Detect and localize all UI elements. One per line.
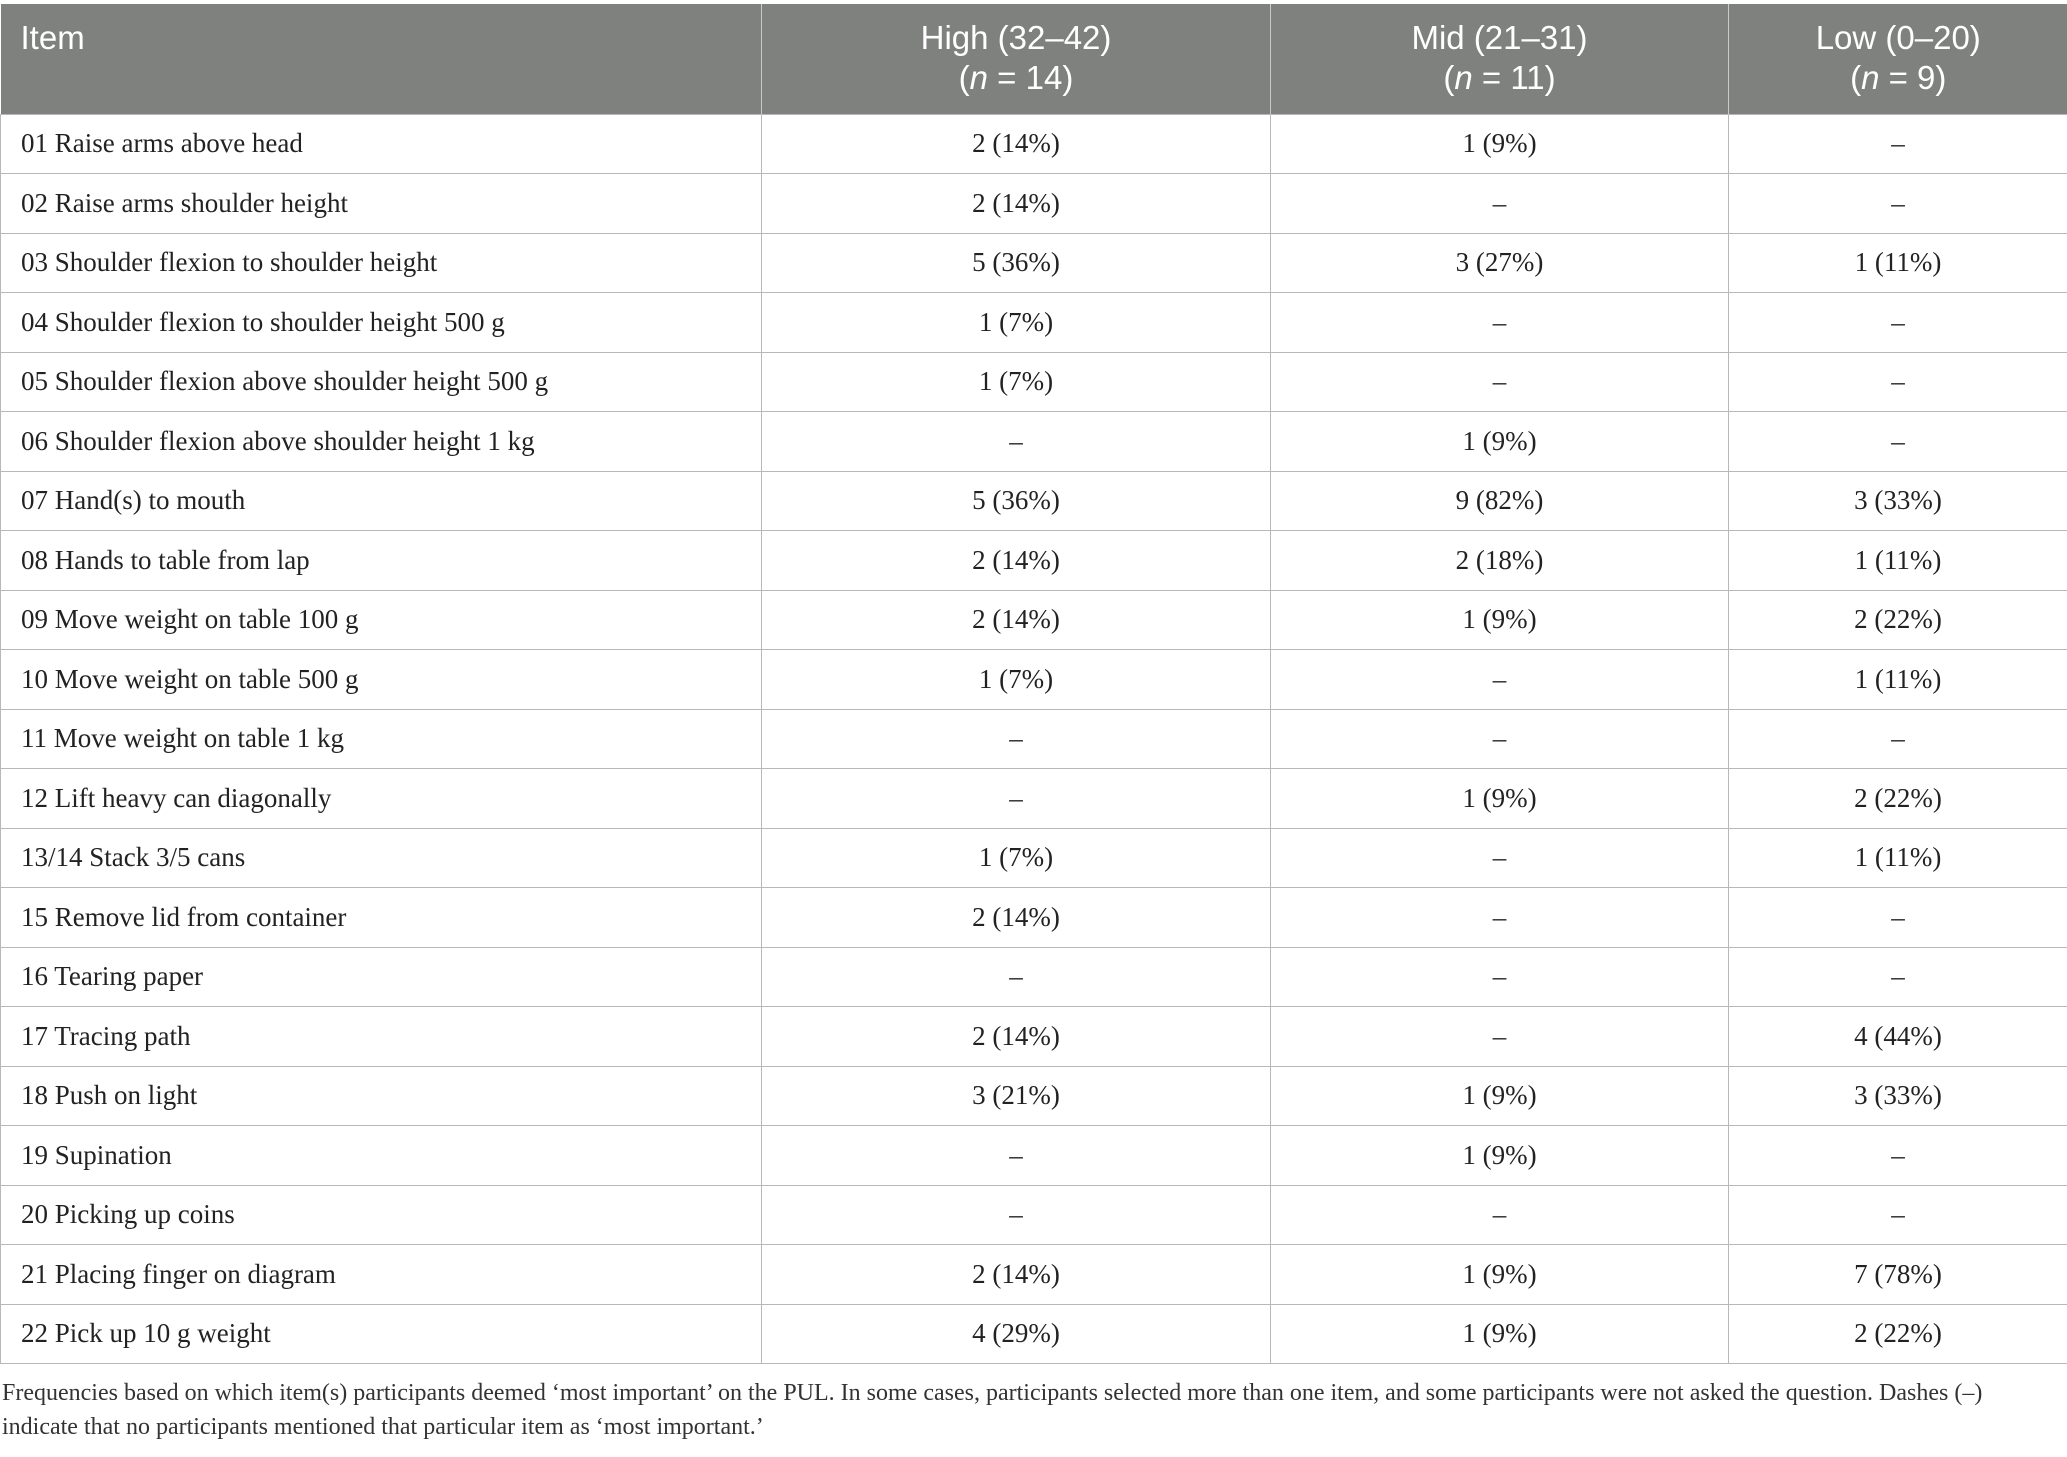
cell-high: 2 (14%) <box>762 114 1271 174</box>
cell-low: 3 (33%) <box>1729 1066 2067 1126</box>
cell-mid: 1 (9%) <box>1271 114 1729 174</box>
cell-mid: – <box>1271 1185 1729 1245</box>
table-row <box>1 471 2067 531</box>
cell-high: 1 (7%) <box>762 293 1271 353</box>
cell-item: 08 Hands to table from lap <box>1 531 762 591</box>
cell-high: 3 (21%) <box>762 1066 1271 1126</box>
header-high-n-symbol: n <box>969 59 989 96</box>
cell-low: 1 (11%) <box>1729 650 2067 710</box>
header-low-open-paren: ( <box>1850 59 1862 96</box>
cell-item: 16 Tearing paper <box>1 947 762 1007</box>
table-row <box>1 828 2067 888</box>
table-row <box>1 1066 2067 1126</box>
table-row <box>1 1245 2067 1305</box>
cell-high: – <box>762 412 1271 472</box>
cell-mid: 1 (9%) <box>1271 1304 1729 1364</box>
header-low-label: Low (0–20) <box>1815 19 1981 56</box>
cell-mid: – <box>1271 709 1729 769</box>
cell-low: – <box>1729 1126 2067 1186</box>
header-high-label: High (32–42) <box>920 19 1112 56</box>
cell-low: 2 (22%) <box>1729 590 2067 650</box>
cell-item: 10 Move weight on table 500 g <box>1 650 762 710</box>
cell-mid: – <box>1271 828 1729 888</box>
cell-high: – <box>762 709 1271 769</box>
table-row <box>1 769 2067 829</box>
cell-mid: – <box>1271 293 1729 353</box>
cell-high: 5 (36%) <box>762 471 1271 531</box>
cell-low: – <box>1729 709 2067 769</box>
table-row <box>1 947 2067 1007</box>
cell-high: 2 (14%) <box>762 174 1271 234</box>
cell-mid: – <box>1271 352 1729 412</box>
cell-high: 2 (14%) <box>762 888 1271 948</box>
table-row <box>1 1126 2067 1186</box>
header-high-n-value: = 14) <box>988 59 1074 96</box>
table-row <box>1 590 2067 650</box>
header-low-n-symbol: n <box>1861 59 1880 96</box>
cell-low: – <box>1729 114 2067 174</box>
cell-low: 2 (22%) <box>1729 769 2067 829</box>
cell-mid: – <box>1271 1007 1729 1067</box>
cell-high: 1 (7%) <box>762 650 1271 710</box>
header-mid-n-value: = 11) <box>1472 59 1556 96</box>
cell-high: 5 (36%) <box>762 233 1271 293</box>
header-high-open-paren: ( <box>958 59 970 96</box>
cell-low: 7 (78%) <box>1729 1245 2067 1305</box>
cell-item: 19 Supination <box>1 1126 762 1186</box>
cell-mid: 3 (27%) <box>1271 233 1729 293</box>
header-high <box>762 4 1271 114</box>
cell-item: 09 Move weight on table 100 g <box>1 590 762 650</box>
cell-high: 4 (29%) <box>762 1304 1271 1364</box>
cell-mid: 1 (9%) <box>1271 769 1729 829</box>
cell-low: – <box>1729 293 2067 353</box>
cell-item: 17 Tracing path <box>1 1007 762 1067</box>
cell-high: 2 (14%) <box>762 531 1271 591</box>
cell-item: 21 Placing finger on diagram <box>1 1245 762 1305</box>
table-row <box>1 293 2067 353</box>
header-mid-n <box>1291 58 1708 98</box>
cell-low: – <box>1729 888 2067 948</box>
cell-mid: – <box>1271 888 1729 948</box>
cell-high: 1 (7%) <box>762 828 1271 888</box>
table-row <box>1 1185 2067 1245</box>
cell-item: 15 Remove lid from container <box>1 888 762 948</box>
cell-item: 06 Shoulder flexion above shoulder height 1 kg <box>1 412 762 472</box>
cell-high: – <box>762 1126 1271 1186</box>
header-mid-label: Mid (21–31) <box>1411 19 1588 56</box>
cell-mid: – <box>1271 650 1729 710</box>
cell-item: 05 Shoulder flexion above shoulder height 500 g <box>1 352 762 412</box>
cell-item: 07 Hand(s) to mouth <box>1 471 762 531</box>
cell-low: 3 (33%) <box>1729 471 2067 531</box>
cell-high: – <box>762 1185 1271 1245</box>
cell-mid: 1 (9%) <box>1271 412 1729 472</box>
cell-mid: – <box>1271 947 1729 1007</box>
cell-mid: – <box>1271 174 1729 234</box>
cell-low: 1 (11%) <box>1729 233 2067 293</box>
cell-mid: 2 (18%) <box>1271 531 1729 591</box>
cell-low: – <box>1729 1185 2067 1245</box>
cell-item: 13/14 Stack 3/5 cans <box>1 828 762 888</box>
cell-mid: 1 (9%) <box>1271 1245 1729 1305</box>
cell-high: – <box>762 947 1271 1007</box>
cell-low: – <box>1729 174 2067 234</box>
cell-item: 12 Lift heavy can diagonally <box>1 769 762 829</box>
cell-low: 1 (11%) <box>1729 828 2067 888</box>
cell-low: 1 (11%) <box>1729 531 2067 591</box>
cell-mid: 1 (9%) <box>1271 590 1729 650</box>
cell-high: 1 (7%) <box>762 352 1271 412</box>
results-table <box>0 4 2067 1364</box>
table-row <box>1 650 2067 710</box>
header-low <box>1729 4 2067 114</box>
cell-item: 02 Raise arms shoulder height <box>1 174 762 234</box>
table-row <box>1 233 2067 293</box>
header-row <box>1 4 2067 114</box>
cell-low: – <box>1729 947 2067 1007</box>
table-row <box>1 412 2067 472</box>
cell-mid: 9 (82%) <box>1271 471 1729 531</box>
table-row <box>1 1304 2067 1364</box>
cell-mid: 1 (9%) <box>1271 1126 1729 1186</box>
table-row <box>1 531 2067 591</box>
table-row <box>1 352 2067 412</box>
cell-item: 03 Shoulder flexion to shoulder height <box>1 233 762 293</box>
cell-low: 2 (22%) <box>1729 1304 2067 1364</box>
cell-low: – <box>1729 352 2067 412</box>
cell-high: 2 (14%) <box>762 1007 1271 1067</box>
header-item: Item <box>1 4 762 114</box>
cell-item: 04 Shoulder flexion to shoulder height 500 g <box>1 293 762 353</box>
cell-high: – <box>762 769 1271 829</box>
table-row <box>1 1007 2067 1067</box>
header-mid <box>1271 4 1729 114</box>
header-high-n <box>782 58 1250 98</box>
header-low-n <box>1749 58 2048 98</box>
table-row <box>1 709 2067 769</box>
table-body <box>1 114 2067 1364</box>
table-row <box>1 114 2067 174</box>
cell-item: 01 Raise arms above head <box>1 114 762 174</box>
cell-mid: 1 (9%) <box>1271 1066 1729 1126</box>
cell-high: 2 (14%) <box>762 590 1271 650</box>
cell-high: 2 (14%) <box>762 1245 1271 1305</box>
header-low-n-value: = 9) <box>1879 59 1947 96</box>
header-mid-open-paren: ( <box>1443 59 1455 96</box>
table-row <box>1 174 2067 234</box>
table-footnote: Frequencies based on which item(s) participants deemed ‘most important’ on the PUL. In some cases, participants selected more than one item, and some participants were not asked the question. Dashes (–) indicate that no participants mentioned that particular item as ‘most important.’ <box>2 1380 1983 1440</box>
table-row <box>1 888 2067 948</box>
cell-item: 22 Pick up 10 g weight <box>1 1304 762 1364</box>
results-table-container <box>0 4 2067 1364</box>
cell-low: 4 (44%) <box>1729 1007 2067 1067</box>
cell-low: – <box>1729 412 2067 472</box>
cell-item: 18 Push on light <box>1 1066 762 1126</box>
header-mid-n-symbol: n <box>1454 59 1473 96</box>
table-header <box>1 4 2067 114</box>
cell-item: 20 Picking up coins <box>1 1185 762 1245</box>
cell-item: 11 Move weight on table 1 kg <box>1 709 762 769</box>
